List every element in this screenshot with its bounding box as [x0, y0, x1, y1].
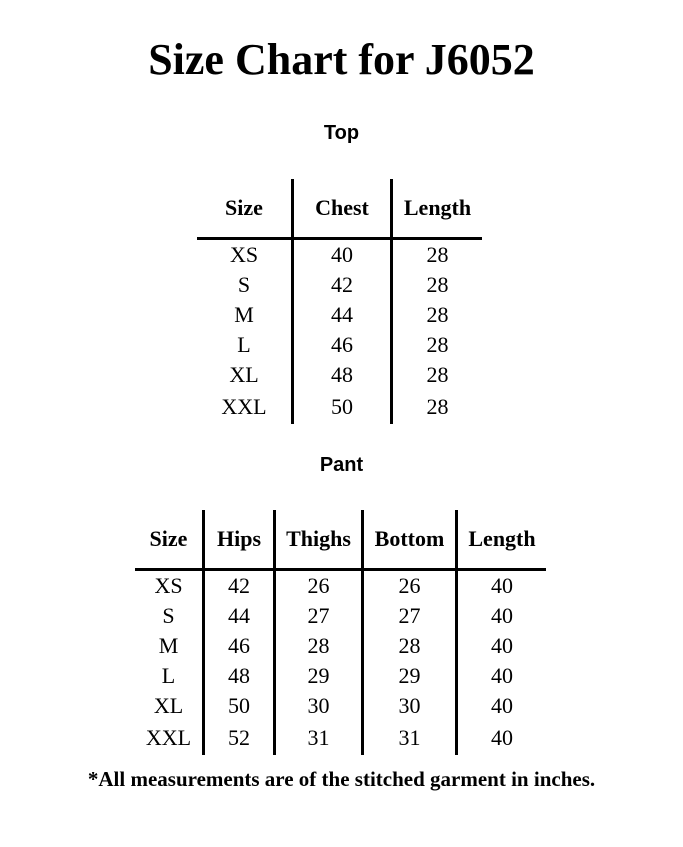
- cell-length: 40: [457, 691, 547, 721]
- cell-size: XXL: [145, 725, 192, 750]
- cell-length: 40: [457, 661, 547, 691]
- cell-bottom: 30: [363, 691, 457, 721]
- cell-length: 40: [457, 631, 547, 661]
- cell-length: 28: [392, 239, 483, 271]
- column-header-bottom: Bottom: [363, 510, 457, 570]
- pant-section-heading: Pant: [319, 454, 364, 476]
- cell-size: S: [237, 272, 251, 297]
- cell-length: 40: [457, 570, 547, 602]
- column-header-size: Size: [197, 179, 293, 239]
- cell-bottom: 26: [363, 570, 457, 602]
- cell-length: 28: [392, 390, 483, 424]
- top-size-table: [197, 179, 482, 424]
- table-row: [197, 300, 482, 330]
- cell-chest: 44: [293, 300, 392, 330]
- cell-size: XL: [229, 362, 259, 387]
- cell-thighs: 27: [275, 601, 363, 631]
- table-row: [135, 691, 546, 721]
- table-row: [135, 631, 546, 661]
- cell-length: 28: [392, 270, 483, 300]
- cell-length: 28: [392, 300, 483, 330]
- column-header-hips: Hips: [204, 510, 275, 570]
- table-row: [135, 721, 546, 755]
- measurement-footnote: *All measurements are of the stitched garment in inches.: [87, 767, 596, 791]
- cell-thighs: 28: [275, 631, 363, 661]
- cell-thighs: 29: [275, 661, 363, 691]
- cell-chest: 46: [293, 330, 392, 360]
- cell-bottom: 27: [363, 601, 457, 631]
- table-row: [135, 601, 546, 631]
- cell-length: 40: [457, 601, 547, 631]
- table-row: [135, 661, 546, 691]
- cell-size: XS: [229, 242, 259, 267]
- cell-thighs: 26: [275, 570, 363, 602]
- table-row: [197, 239, 482, 271]
- cell-hips: 50: [204, 691, 275, 721]
- cell-size: S: [162, 603, 175, 628]
- table-header-row: [135, 510, 546, 570]
- column-header-thighs: Thighs: [275, 510, 363, 570]
- cell-size: XL: [153, 693, 184, 718]
- cell-length: 40: [457, 721, 547, 755]
- cell-chest: 50: [293, 390, 392, 424]
- cell-chest: 48: [293, 360, 392, 390]
- cell-size: M: [234, 302, 254, 327]
- cell-hips: 52: [204, 721, 275, 755]
- cell-thighs: 30: [275, 691, 363, 721]
- cell-hips: 48: [204, 661, 275, 691]
- cell-bottom: 31: [363, 721, 457, 755]
- table-row: [197, 330, 482, 360]
- cell-hips: 42: [204, 570, 275, 602]
- table-row: [197, 270, 482, 300]
- top-section-heading: Top: [323, 122, 360, 144]
- cell-thighs: 31: [275, 721, 363, 755]
- page-title: Size Chart for J6052: [148, 35, 535, 84]
- cell-size: L: [161, 663, 176, 688]
- cell-bottom: 29: [363, 661, 457, 691]
- cell-hips: 44: [204, 601, 275, 631]
- cell-chest: 40: [293, 239, 392, 271]
- cell-length: 28: [392, 330, 483, 360]
- cell-size: XXL: [221, 394, 267, 419]
- cell-bottom: 28: [363, 631, 457, 661]
- table-row: [197, 360, 482, 390]
- cell-size: XS: [154, 573, 183, 598]
- column-header-size: Size: [135, 510, 204, 570]
- cell-length: 28: [392, 360, 483, 390]
- cell-hips: 46: [204, 631, 275, 661]
- table-row: [135, 570, 546, 602]
- column-header-length: Length: [457, 510, 547, 570]
- pant-size-table: [135, 510, 546, 755]
- cell-size: L: [237, 332, 251, 357]
- cell-size: M: [158, 633, 179, 658]
- column-header-length: Length: [392, 179, 483, 239]
- cell-chest: 42: [293, 270, 392, 300]
- column-header-chest: Chest: [293, 179, 392, 239]
- table-header-row: [197, 179, 482, 239]
- table-row: [197, 390, 482, 424]
